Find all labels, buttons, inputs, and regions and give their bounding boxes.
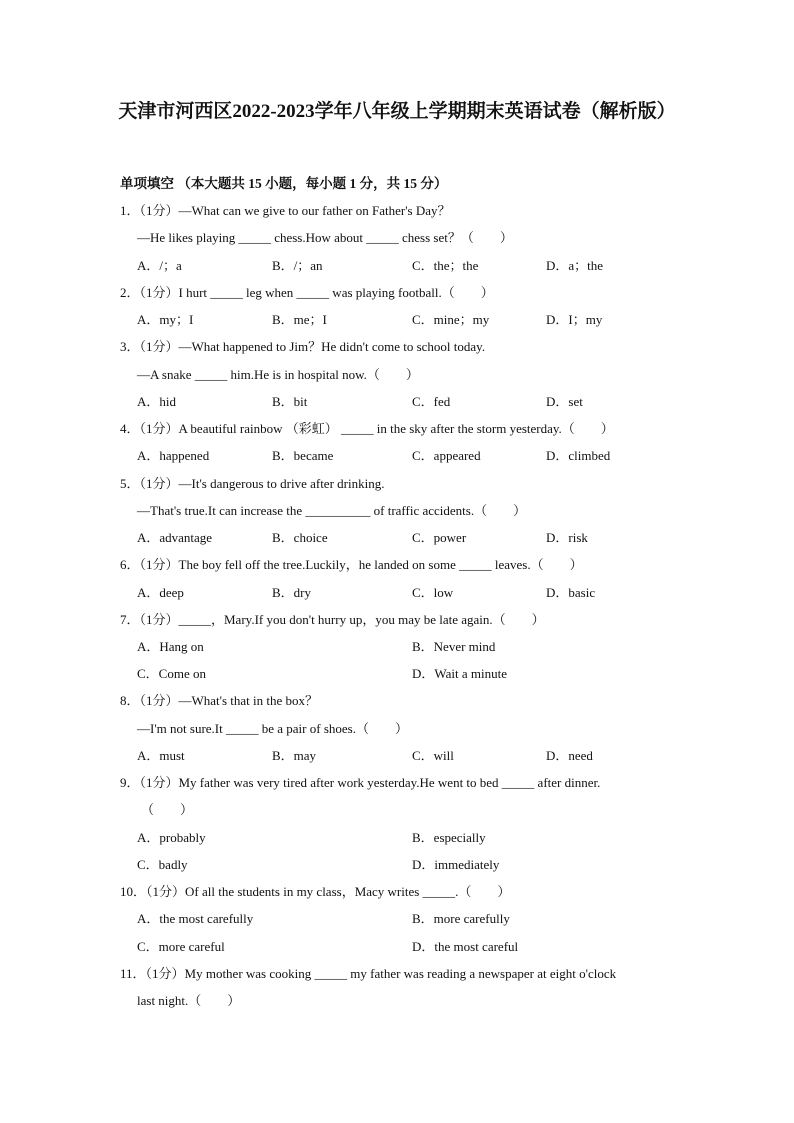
question-6-stem: 6．（1分）The boy fell off the tree.Luckily，he landed on some _____ leaves.（ ） xyxy=(120,557,583,572)
question-8-option-d[interactable]: D．need xyxy=(546,748,593,763)
question-4-option-c[interactable]: C．appeared xyxy=(412,448,481,463)
question-4-stem: 4．（1分）A beautiful rainbow （彩虹） _____ in the sky after the storm yesterday.（ ） xyxy=(120,421,614,436)
question-8-option-b[interactable]: B．may xyxy=(272,748,317,763)
question-11-stem-2: last night.（ ） xyxy=(137,993,241,1008)
question-11-stem: 11．（1分）My mother was cooking _____ my father was reading a newspaper at eight o'clock xyxy=(120,966,617,981)
question-6-option-c[interactable]: C．low xyxy=(412,585,454,600)
question-3-option-d[interactable]: D．set xyxy=(546,394,583,409)
question-3-stem: 3．（1分）—What happened to Jim？He didn't come to school today. xyxy=(120,339,486,354)
question-10-stem: 10．（1分）Of all the students in my class，Macy writes _____.（ ） xyxy=(120,884,511,899)
question-9-option-a[interactable]: A．probably xyxy=(137,830,206,845)
question-1-stem-2: —He likes playing _____ chess.How about _____ chess set？（ ） xyxy=(137,230,513,245)
question-1-option-b[interactable]: B．/；an xyxy=(272,258,323,273)
question-2-option-d[interactable]: D．I；my xyxy=(546,312,603,327)
question-7-option-d[interactable]: D．Wait a minute xyxy=(412,666,507,681)
question-9-stem-2: （ ） xyxy=(141,802,194,817)
question-5-option-a[interactable]: A．advantage xyxy=(137,530,213,545)
question-8-stem: 8．（1分）—What's that in the box？ xyxy=(120,693,319,708)
question-3-option-a[interactable]: A．hid xyxy=(137,394,177,409)
question-5-stem-2: —That's true.It can increase the __________ of traffic accidents.（ ） xyxy=(137,503,527,518)
page-title: 天津市河西区2022-2023学年八年级上学期期末英语试卷（解析版） xyxy=(118,101,676,122)
question-4-option-b[interactable]: B．became xyxy=(272,448,334,463)
question-1-option-c[interactable]: C．the；the xyxy=(412,258,479,273)
question-8-stem-2: —I'm not sure.It _____ be a pair of shoes.（ ） xyxy=(137,721,408,736)
section-heading: 单项填空 （本大题共 15 小题，每小题 1 分，共 15 分） xyxy=(120,176,448,191)
question-9-stem: 9．（1分）My father was very tired after work yesterday.He went to bed _____ after dinner. xyxy=(120,775,601,790)
question-10-option-a[interactable]: A．the most carefully xyxy=(137,911,254,926)
question-8-option-c[interactable]: C．will xyxy=(412,748,454,763)
question-4-option-a[interactable]: A．happened xyxy=(137,448,210,463)
question-7-option-b[interactable]: B．Never mind xyxy=(412,639,496,654)
question-9-option-b[interactable]: B．especially xyxy=(412,830,486,845)
question-5-option-b[interactable]: B．choice xyxy=(272,530,328,545)
question-4-option-d[interactable]: D．climbed xyxy=(546,448,611,463)
question-10-option-c[interactable]: C．more careful xyxy=(137,939,225,954)
question-7-option-a[interactable]: A．Hang on xyxy=(137,639,204,654)
question-2-stem: 2．（1分）I hurt _____ leg when _____ was playing football.（ ） xyxy=(120,285,494,300)
question-10-option-b[interactable]: B．more carefully xyxy=(412,911,510,926)
question-3-option-c[interactable]: C．fed xyxy=(412,394,451,409)
question-2-option-b[interactable]: B．me；I xyxy=(272,312,327,327)
question-2-option-c[interactable]: C．mine；my xyxy=(412,312,490,327)
question-6-option-b[interactable]: B．dry xyxy=(272,585,312,600)
question-9-option-c[interactable]: C．badly xyxy=(137,857,188,872)
question-7-stem: 7．（1分）_____，Mary.If you don't hurry up，you may be late again.（ ） xyxy=(120,612,545,627)
question-5-option-d[interactable]: D．risk xyxy=(546,530,588,545)
question-1-stem: 1．（1分）—What can we give to our father on Father's Day？ xyxy=(120,203,451,218)
question-8-option-a[interactable]: A．must xyxy=(137,748,185,763)
question-10-option-d[interactable]: D．the most careful xyxy=(412,939,519,954)
question-6-option-d[interactable]: D．basic xyxy=(546,585,596,600)
question-3-option-b[interactable]: B．bit xyxy=(272,394,308,409)
question-7-option-c[interactable]: C．Come on xyxy=(137,666,206,681)
question-1-option-a[interactable]: A．/；a xyxy=(137,258,182,273)
question-3-stem-2: —A snake _____ him.He is in hospital now.（ ） xyxy=(137,367,419,382)
question-6-option-a[interactable]: A．deep xyxy=(137,585,184,600)
question-2-option-a[interactable]: A．my；I xyxy=(137,312,194,327)
question-5-stem: 5．（1分）—It's dangerous to drive after drinking. xyxy=(120,476,385,491)
question-1-option-d[interactable]: D．a；the xyxy=(546,258,604,273)
question-9-option-d[interactable]: D．immediately xyxy=(412,857,500,872)
question-5-option-c[interactable]: C．power xyxy=(412,530,467,545)
